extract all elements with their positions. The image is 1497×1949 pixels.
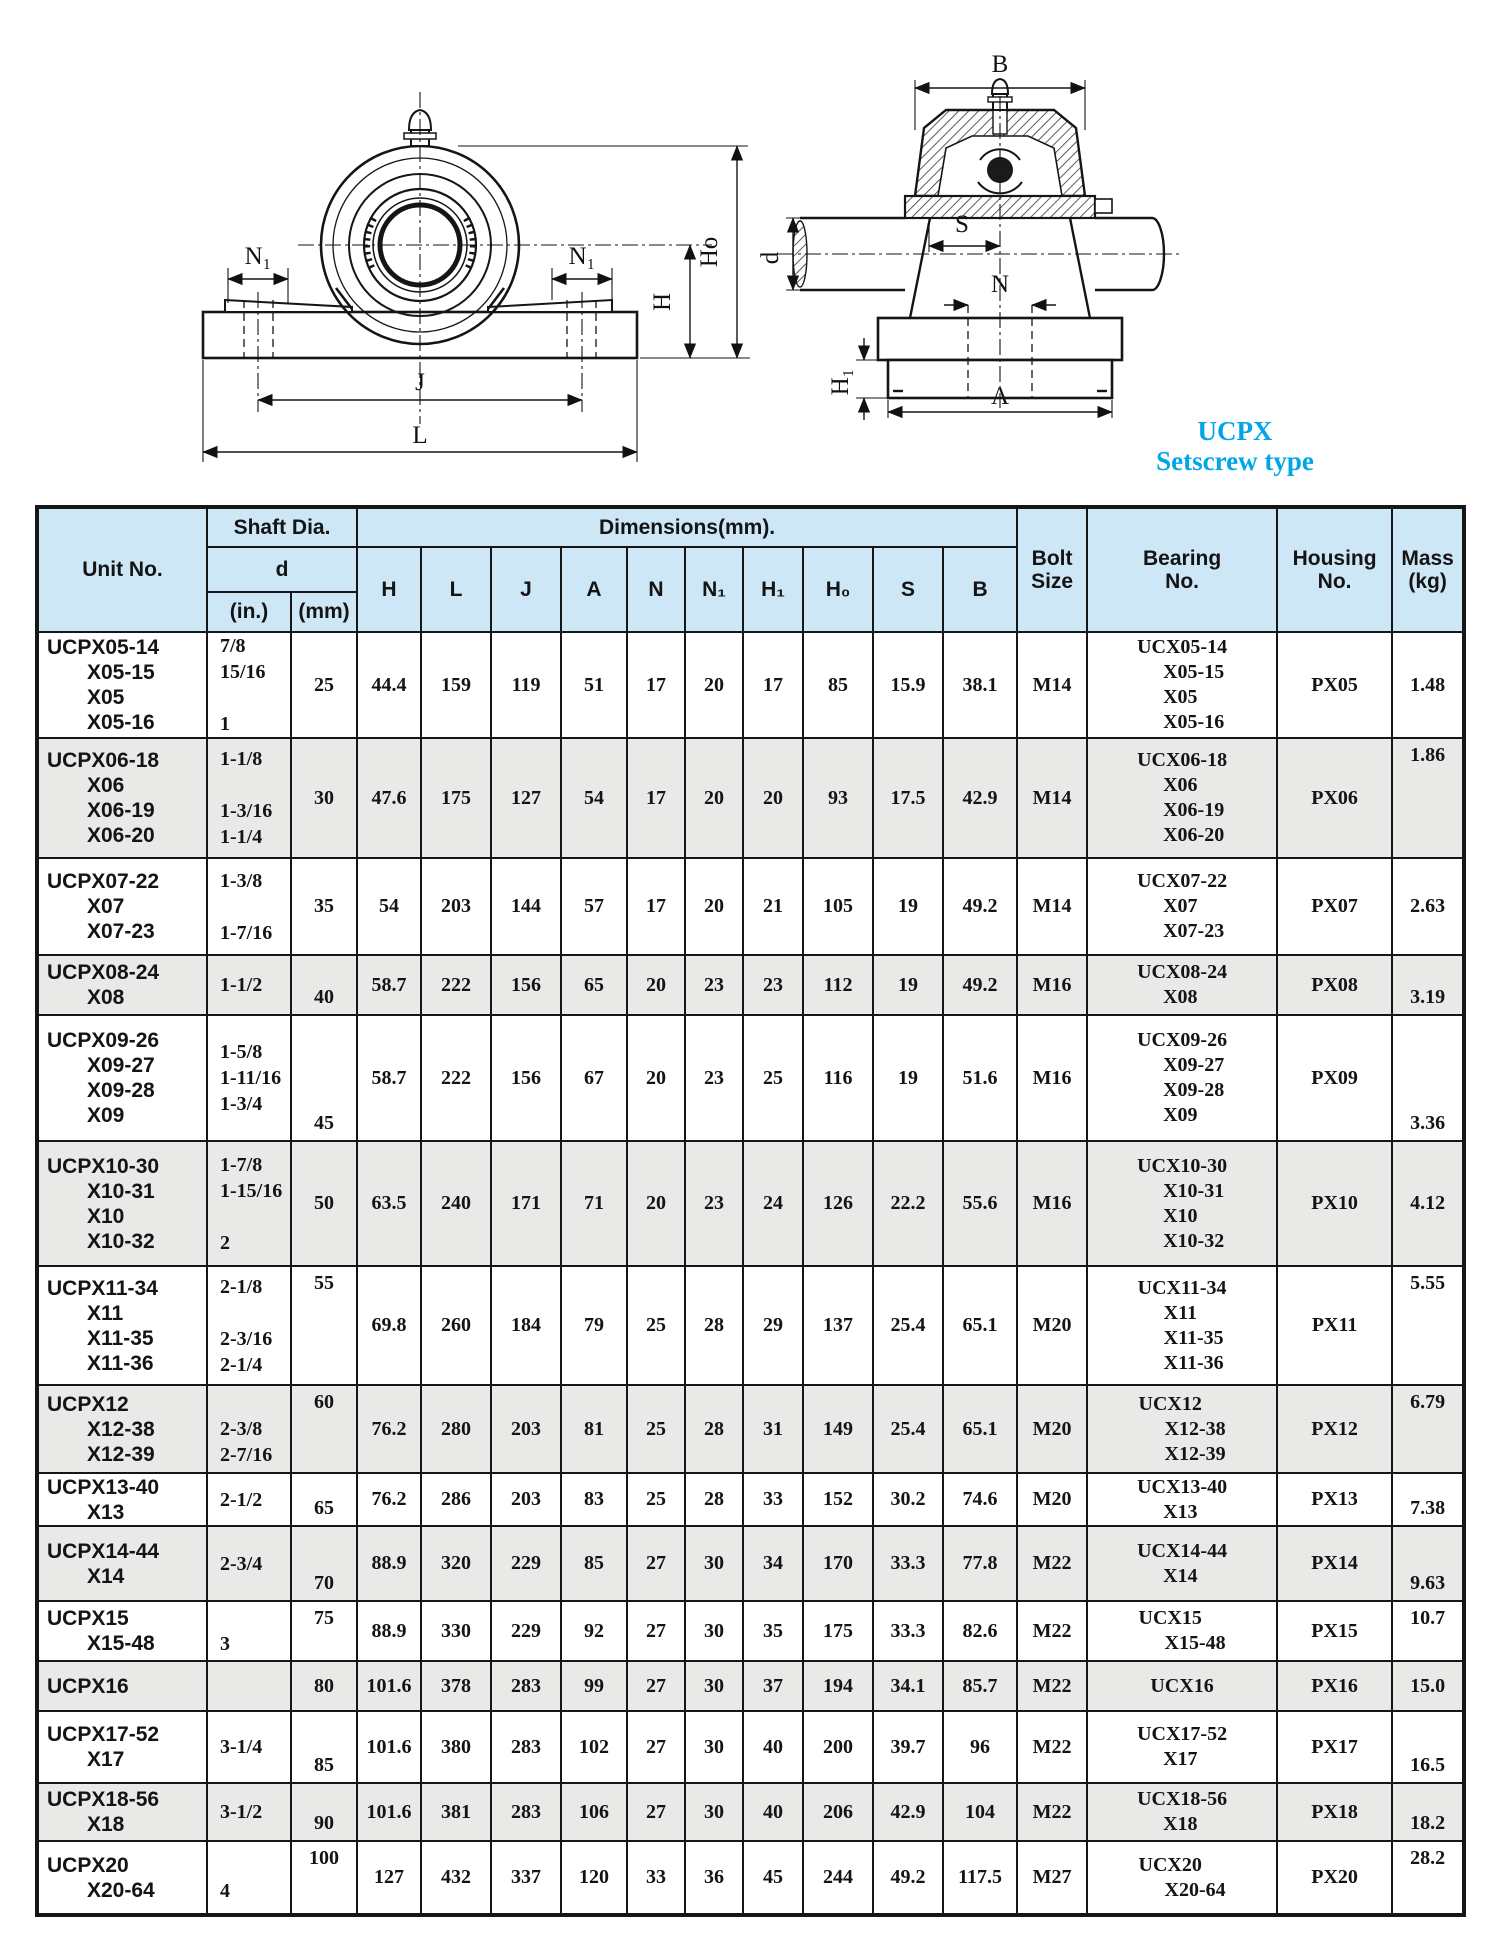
- unit-no-cell: UCPX18-56 X18: [37, 1783, 207, 1841]
- bolt-size-cell: M14: [1017, 632, 1087, 738]
- dim-n1-cell: 20: [685, 738, 743, 858]
- unit-no-cell: UCPX12 X12-38 X12-39: [37, 1385, 207, 1473]
- dim-n-cell: 20: [627, 1015, 685, 1141]
- dim-h1-cell: 31: [743, 1385, 803, 1473]
- housing-no-cell: PX07: [1277, 858, 1392, 955]
- col-header-S: S: [873, 547, 943, 632]
- dim-h-cell: 58.7: [357, 1015, 421, 1141]
- dim-h-cell: 76.2: [357, 1385, 421, 1473]
- dim-label-b: B: [991, 51, 1009, 78]
- dim-a-cell: 57: [561, 858, 627, 955]
- dim-n1-cell: 36: [685, 1841, 743, 1915]
- dim-h-cell: 63.5: [357, 1141, 421, 1266]
- dim-l-cell: 330: [421, 1601, 491, 1661]
- bolt-size-cell: M22: [1017, 1526, 1087, 1601]
- bearing-no-cell: UCX10-30 X10-31 X10 X10-32: [1087, 1141, 1277, 1266]
- mass-cell: 2.63: [1392, 858, 1464, 955]
- unit-no-cell: UCPX08-24 X08: [37, 955, 207, 1015]
- shaft-dia-mm-cell: 50: [291, 1141, 357, 1266]
- col-header-J: J: [491, 547, 561, 632]
- dim-s-cell: 22.2: [873, 1141, 943, 1266]
- dim-b-cell: 65.1: [943, 1385, 1017, 1473]
- dim-n1-cell: 28: [685, 1385, 743, 1473]
- dim-ho-cell: 170: [803, 1526, 873, 1601]
- dim-j-cell: 127: [491, 738, 561, 858]
- dim-h1-cell: 35: [743, 1601, 803, 1661]
- dim-h1-cell: 40: [743, 1783, 803, 1841]
- housing-no-cell: PX05: [1277, 632, 1392, 738]
- dim-n1-cell: 20: [685, 632, 743, 738]
- dim-s-cell: 19: [873, 955, 943, 1015]
- dim-l-cell: 286: [421, 1473, 491, 1526]
- shaft-dia-in-cell: 1-1/2: [207, 955, 291, 1015]
- shaft-dia-in-cell: 7/8 15/16 1: [207, 632, 291, 738]
- dim-b-cell: 38.1: [943, 632, 1017, 738]
- front-view: [203, 92, 750, 462]
- dim-n1-cell: 30: [685, 1661, 743, 1711]
- dim-n-cell: 25: [627, 1385, 685, 1473]
- dim-b-cell: 55.6: [943, 1141, 1017, 1266]
- dim-h1-cell: 21: [743, 858, 803, 955]
- dim-j-cell: 229: [491, 1601, 561, 1661]
- bolt-size-cell: M27: [1017, 1841, 1087, 1915]
- dim-b-cell: 74.6: [943, 1473, 1017, 1526]
- dim-h-cell: 101.6: [357, 1711, 421, 1783]
- dim-h-cell: 44.4: [357, 632, 421, 738]
- dim-a-cell: 71: [561, 1141, 627, 1266]
- col-header-N1: N₁: [685, 547, 743, 632]
- col-header-L: L: [421, 547, 491, 632]
- dim-h-cell: 101.6: [357, 1783, 421, 1841]
- dim-h1-cell: 45: [743, 1841, 803, 1915]
- dim-h-cell: 58.7: [357, 955, 421, 1015]
- dim-ho-cell: 244: [803, 1841, 873, 1915]
- unit-no-cell: UCPX11-34 X11 X11-35 X11-36: [37, 1266, 207, 1385]
- dim-h-cell: 76.2: [357, 1473, 421, 1526]
- dim-label-n: N: [990, 271, 1010, 298]
- table-body: [37, 632, 1464, 1915]
- dim-h1-cell: 23: [743, 955, 803, 1015]
- dim-h-cell: 69.8: [357, 1266, 421, 1385]
- dim-label-h: H: [649, 292, 676, 312]
- dim-n1-cell: 23: [685, 955, 743, 1015]
- dim-a-cell: 65: [561, 955, 627, 1015]
- dim-n1-cell: 28: [685, 1473, 743, 1526]
- col-header-N: N: [627, 547, 685, 632]
- housing-no-cell: PX06: [1277, 738, 1392, 858]
- bolt-size-cell: M22: [1017, 1601, 1087, 1661]
- dim-j-cell: 283: [491, 1711, 561, 1783]
- mass-cell: 5.55: [1392, 1266, 1464, 1385]
- dim-s-cell: 25.4: [873, 1385, 943, 1473]
- unit-no-cell: UCPX15 X15-48: [37, 1601, 207, 1661]
- dim-j-cell: 184: [491, 1266, 561, 1385]
- housing-no-cell: PX10: [1277, 1141, 1392, 1266]
- dim-n1-cell: 23: [685, 1015, 743, 1141]
- bearing-no-cell: UCX12 X12-38 X12-39: [1087, 1385, 1277, 1473]
- dim-s-cell: 15.9: [873, 632, 943, 738]
- col-header-bearing-no: Bearing No.: [1087, 507, 1277, 632]
- dim-h1-cell: 17: [743, 632, 803, 738]
- col-header-shaft-dia: Shaft Dia.: [207, 507, 357, 547]
- shaft-dia-mm-cell: 75: [291, 1601, 357, 1661]
- dim-h-cell: 88.9: [357, 1601, 421, 1661]
- dim-label-d: d: [757, 251, 784, 265]
- shaft-dia-in-cell: 3: [207, 1601, 291, 1661]
- dim-a-cell: 83: [561, 1473, 627, 1526]
- dim-s-cell: 17.5: [873, 738, 943, 858]
- dim-label-l: L: [412, 422, 428, 449]
- dim-ho-cell: 206: [803, 1783, 873, 1841]
- dim-b-cell: 51.6: [943, 1015, 1017, 1141]
- dim-l-cell: 432: [421, 1841, 491, 1915]
- shaft-dia-mm-cell: 60: [291, 1385, 357, 1473]
- shaft-dia-in-cell: 4: [207, 1841, 291, 1915]
- unit-no-cell: UCPX14-44 X14: [37, 1526, 207, 1601]
- dim-s-cell: 19: [873, 858, 943, 955]
- bolt-size-cell: M20: [1017, 1385, 1087, 1473]
- housing-no-cell: PX14: [1277, 1526, 1392, 1601]
- dim-h1-cell: 40: [743, 1711, 803, 1783]
- dim-ho-cell: 194: [803, 1661, 873, 1711]
- shaft-dia-mm-cell: 45: [291, 1015, 357, 1141]
- col-header-mm: (mm): [291, 592, 357, 632]
- dim-b-cell: 96: [943, 1711, 1017, 1783]
- dim-h1-cell: 37: [743, 1661, 803, 1711]
- series-type: Setscrew type: [1156, 446, 1314, 476]
- shaft-dia-in-cell: 2-3/4: [207, 1526, 291, 1601]
- mass-cell: 9.63: [1392, 1526, 1464, 1601]
- dim-a-cell: 54: [561, 738, 627, 858]
- dim-a-cell: 85: [561, 1526, 627, 1601]
- dim-l-cell: 380: [421, 1711, 491, 1783]
- dim-label-h1: H₁: [827, 368, 854, 396]
- dim-a-cell: 67: [561, 1015, 627, 1141]
- housing-no-cell: PX15: [1277, 1601, 1392, 1661]
- dim-n1-cell: 23: [685, 1141, 743, 1266]
- dim-h-cell: 47.6: [357, 738, 421, 858]
- shaft-dia-in-cell: [207, 1661, 291, 1711]
- bolt-size-cell: M20: [1017, 1473, 1087, 1526]
- dim-ho-cell: 116: [803, 1015, 873, 1141]
- unit-no-cell: UCPX09-26 X09-27 X09-28 X09: [37, 1015, 207, 1141]
- bearing-no-cell: UCX15 X15-48: [1087, 1601, 1277, 1661]
- col-header-d: d: [207, 547, 357, 592]
- shaft-dia-mm-cell: 25: [291, 632, 357, 738]
- housing-no-cell: PX18: [1277, 1783, 1392, 1841]
- dim-j-cell: 119: [491, 632, 561, 738]
- dim-h1-cell: 33: [743, 1473, 803, 1526]
- shaft-dia-mm-cell: 30: [291, 738, 357, 858]
- housing-no-cell: PX20: [1277, 1841, 1392, 1915]
- dim-n-cell: 17: [627, 632, 685, 738]
- dim-ho-cell: 93: [803, 738, 873, 858]
- dim-j-cell: 283: [491, 1783, 561, 1841]
- dim-s-cell: 34.1: [873, 1661, 943, 1711]
- dim-s-cell: 30.2: [873, 1473, 943, 1526]
- shaft-dia-in-cell: 2-3/8 2-7/16: [207, 1385, 291, 1473]
- dim-j-cell: 283: [491, 1661, 561, 1711]
- dim-s-cell: 39.7: [873, 1711, 943, 1783]
- mass-cell: 6.79: [1392, 1385, 1464, 1473]
- mass-cell: 10.7: [1392, 1601, 1464, 1661]
- shaft-dia-mm-cell: 35: [291, 858, 357, 955]
- side-view: [757, 51, 1180, 420]
- dim-b-cell: 77.8: [943, 1526, 1017, 1601]
- dim-h-cell: 127: [357, 1841, 421, 1915]
- mass-cell: 28.2: [1392, 1841, 1464, 1915]
- dim-a-cell: 79: [561, 1266, 627, 1385]
- dim-n-cell: 27: [627, 1601, 685, 1661]
- bearing-no-cell: UCX05-14 X05-15 X05 X05-16: [1087, 632, 1277, 738]
- dim-n1-cell: 30: [685, 1711, 743, 1783]
- dim-b-cell: 104: [943, 1783, 1017, 1841]
- dim-l-cell: 378: [421, 1661, 491, 1711]
- shaft-dia-in-cell: 1-7/8 1-15/16 2: [207, 1141, 291, 1266]
- dim-h-cell: 88.9: [357, 1526, 421, 1601]
- dim-b-cell: 85.7: [943, 1661, 1017, 1711]
- mass-cell: 3.36: [1392, 1015, 1464, 1141]
- dim-ho-cell: 149: [803, 1385, 873, 1473]
- dim-label-j: J: [415, 369, 425, 396]
- mass-cell: 16.5: [1392, 1711, 1464, 1783]
- shaft-dia-mm-cell: 80: [291, 1661, 357, 1711]
- shaft-dia-in-cell: 2-1/8 2-3/16 2-1/4: [207, 1266, 291, 1385]
- dim-h-cell: 54: [357, 858, 421, 955]
- bearing-no-cell: UCX06-18 X06 X06-19 X06-20: [1087, 738, 1277, 858]
- series-name: UCPX: [1197, 416, 1273, 446]
- dim-s-cell: 33.3: [873, 1526, 943, 1601]
- dim-h1-cell: 34: [743, 1526, 803, 1601]
- col-header-H1: H₁: [743, 547, 803, 632]
- bearing-no-cell: UCX09-26 X09-27 X09-28 X09: [1087, 1015, 1277, 1141]
- dim-n1-cell: 28: [685, 1266, 743, 1385]
- dim-l-cell: 222: [421, 1015, 491, 1141]
- dim-b-cell: 117.5: [943, 1841, 1017, 1915]
- housing-no-cell: PX17: [1277, 1711, 1392, 1783]
- dim-j-cell: 229: [491, 1526, 561, 1601]
- dim-ho-cell: 105: [803, 858, 873, 955]
- dim-b-cell: 49.2: [943, 858, 1017, 955]
- mass-cell: 1.48: [1392, 632, 1464, 738]
- shaft-dia-mm-cell: 40: [291, 955, 357, 1015]
- dim-n-cell: 25: [627, 1473, 685, 1526]
- dim-a-cell: 92: [561, 1601, 627, 1661]
- unit-no-cell: UCPX16: [37, 1661, 207, 1711]
- dim-n-cell: 17: [627, 858, 685, 955]
- dim-b-cell: 42.9: [943, 738, 1017, 858]
- dim-ho-cell: 126: [803, 1141, 873, 1266]
- mass-cell: 15.0: [1392, 1661, 1464, 1711]
- bearing-no-cell: UCX18-56 X18: [1087, 1783, 1277, 1841]
- col-header-unit-no: Unit No.: [37, 507, 207, 632]
- dim-a-cell: 51: [561, 632, 627, 738]
- col-header-bolt-size: Bolt Size: [1017, 507, 1087, 632]
- dim-n-cell: 27: [627, 1783, 685, 1841]
- unit-no-cell: UCPX07-22 X07 X07-23: [37, 858, 207, 955]
- bolt-size-cell: M16: [1017, 1015, 1087, 1141]
- shaft-dia-mm-cell: 65: [291, 1473, 357, 1526]
- dim-a-cell: 120: [561, 1841, 627, 1915]
- dim-n-cell: 25: [627, 1266, 685, 1385]
- housing-no-cell: PX08: [1277, 955, 1392, 1015]
- bearing-no-cell: UCX20 X20-64: [1087, 1841, 1277, 1915]
- unit-no-cell: UCPX13-40 X13: [37, 1473, 207, 1526]
- dim-l-cell: 175: [421, 738, 491, 858]
- dim-l-cell: 260: [421, 1266, 491, 1385]
- mass-cell: 18.2: [1392, 1783, 1464, 1841]
- bearing-no-cell: UCX14-44 X14: [1087, 1526, 1277, 1601]
- dim-l-cell: 222: [421, 955, 491, 1015]
- col-header-dimensions: Dimensions(mm).: [357, 507, 1017, 547]
- bearing-no-cell: UCX07-22 X07 X07-23: [1087, 858, 1277, 955]
- bolt-size-cell: M22: [1017, 1783, 1087, 1841]
- dim-ho-cell: 112: [803, 955, 873, 1015]
- dim-s-cell: 33.3: [873, 1601, 943, 1661]
- col-header-B: B: [943, 547, 1017, 632]
- col-header-mass: Mass (kg): [1392, 507, 1464, 632]
- dim-b-cell: 82.6: [943, 1601, 1017, 1661]
- dim-s-cell: 49.2: [873, 1841, 943, 1915]
- dim-n-cell: 27: [627, 1661, 685, 1711]
- dim-ho-cell: 137: [803, 1266, 873, 1385]
- bearing-no-cell: UCX11-34 X11 X11-35 X11-36: [1087, 1266, 1277, 1385]
- dim-j-cell: 156: [491, 1015, 561, 1141]
- dim-label-a: A: [990, 383, 1010, 410]
- dim-j-cell: 144: [491, 858, 561, 955]
- dim-ho-cell: 175: [803, 1601, 873, 1661]
- dim-l-cell: 159: [421, 632, 491, 738]
- unit-no-cell: UCPX20 X20-64: [37, 1841, 207, 1915]
- dim-label-n1-left: N₁: [244, 243, 272, 270]
- shaft-dia-mm-cell: 85: [291, 1711, 357, 1783]
- unit-no-cell: UCPX06-18 X06 X06-19 X06-20: [37, 738, 207, 858]
- dim-a-cell: 81: [561, 1385, 627, 1473]
- bolt-size-cell: M14: [1017, 858, 1087, 955]
- dim-h1-cell: 24: [743, 1141, 803, 1266]
- dim-n-cell: 33: [627, 1841, 685, 1915]
- mass-cell: 1.86: [1392, 738, 1464, 858]
- spec-table: [35, 505, 1466, 1917]
- dim-h-cell: 101.6: [357, 1661, 421, 1711]
- shaft-dia-in-cell: 2-1/2: [207, 1473, 291, 1526]
- dim-a-cell: 99: [561, 1661, 627, 1711]
- shaft-dia-in-cell: 1-3/8 1-7/16: [207, 858, 291, 955]
- shaft-dia-in-cell: 1-1/8 1-3/16 1-1/4: [207, 738, 291, 858]
- shaft-dia-in-cell: 3-1/4: [207, 1711, 291, 1783]
- bearing-no-cell: UCX17-52 X17: [1087, 1711, 1277, 1783]
- shaft-dia-mm-cell: 70: [291, 1526, 357, 1601]
- dim-s-cell: 42.9: [873, 1783, 943, 1841]
- mass-cell: 3.19: [1392, 955, 1464, 1015]
- col-header-housing-no: Housing No.: [1277, 507, 1392, 632]
- bearing-no-cell: UCX16: [1087, 1661, 1277, 1711]
- dim-l-cell: 280: [421, 1385, 491, 1473]
- unit-no-cell: UCPX17-52 X17: [37, 1711, 207, 1783]
- unit-no-cell: UCPX10-30 X10-31 X10 X10-32: [37, 1141, 207, 1266]
- dim-label-s: S: [955, 211, 969, 238]
- mass-cell: 7.38: [1392, 1473, 1464, 1526]
- col-header-H: H: [357, 547, 421, 632]
- dim-n1-cell: 20: [685, 858, 743, 955]
- shaft-dia-in-cell: 1-5/8 1-11/16 1-3/4: [207, 1015, 291, 1141]
- unit-no-cell: UCPX05-14 X05-15 X05 X05-16: [37, 632, 207, 738]
- bolt-size-cell: M16: [1017, 1141, 1087, 1266]
- bearing-no-cell: UCX13-40 X13: [1087, 1473, 1277, 1526]
- dim-h1-cell: 29: [743, 1266, 803, 1385]
- dim-a-cell: 106: [561, 1783, 627, 1841]
- dim-n-cell: 27: [627, 1526, 685, 1601]
- dim-ho-cell: 200: [803, 1711, 873, 1783]
- dim-n1-cell: 30: [685, 1526, 743, 1601]
- dim-j-cell: 203: [491, 1385, 561, 1473]
- dim-l-cell: 203: [421, 858, 491, 955]
- dim-label-ho: Ho: [696, 236, 723, 268]
- housing-no-cell: PX09: [1277, 1015, 1392, 1141]
- col-header-A: A: [561, 547, 627, 632]
- col-header-Ho: H₀: [803, 547, 873, 632]
- dim-h1-cell: 20: [743, 738, 803, 858]
- shaft-dia-mm-cell: 90: [291, 1783, 357, 1841]
- shaft-dia-mm-cell: 55: [291, 1266, 357, 1385]
- dim-ho-cell: 152: [803, 1473, 873, 1526]
- housing-no-cell: PX11: [1277, 1266, 1392, 1385]
- bearing-no-cell: UCX08-24 X08: [1087, 955, 1277, 1015]
- dim-a-cell: 102: [561, 1711, 627, 1783]
- dim-j-cell: 337: [491, 1841, 561, 1915]
- dim-l-cell: 320: [421, 1526, 491, 1601]
- dim-ho-cell: 85: [803, 632, 873, 738]
- shaft-dia-in-cell: 3-1/2: [207, 1783, 291, 1841]
- bolt-size-cell: M16: [1017, 955, 1087, 1015]
- housing-no-cell: PX16: [1277, 1661, 1392, 1711]
- dim-n-cell: 20: [627, 1141, 685, 1266]
- dim-n-cell: 20: [627, 955, 685, 1015]
- dim-j-cell: 171: [491, 1141, 561, 1266]
- bolt-size-cell: M14: [1017, 738, 1087, 858]
- dim-j-cell: 156: [491, 955, 561, 1015]
- dim-s-cell: 25.4: [873, 1266, 943, 1385]
- col-header-in: (in.): [207, 592, 291, 632]
- housing-no-cell: PX13: [1277, 1473, 1392, 1526]
- dim-s-cell: 19: [873, 1015, 943, 1141]
- dim-h1-cell: 25: [743, 1015, 803, 1141]
- dim-n1-cell: 30: [685, 1783, 743, 1841]
- dim-l-cell: 381: [421, 1783, 491, 1841]
- bolt-size-cell: M20: [1017, 1266, 1087, 1385]
- dim-b-cell: 49.2: [943, 955, 1017, 1015]
- bolt-size-cell: M22: [1017, 1661, 1087, 1711]
- dim-n-cell: 27: [627, 1711, 685, 1783]
- dim-j-cell: 203: [491, 1473, 561, 1526]
- dim-label-n1-right: N₁: [568, 243, 596, 270]
- mass-cell: 4.12: [1392, 1141, 1464, 1266]
- dim-l-cell: 240: [421, 1141, 491, 1266]
- series-type-label: [1140, 416, 1330, 476]
- dim-n-cell: 17: [627, 738, 685, 858]
- shaft-dia-mm-cell: 100: [291, 1841, 357, 1915]
- dim-b-cell: 65.1: [943, 1266, 1017, 1385]
- dim-n1-cell: 30: [685, 1601, 743, 1661]
- housing-no-cell: PX12: [1277, 1385, 1392, 1473]
- bolt-size-cell: M22: [1017, 1711, 1087, 1783]
